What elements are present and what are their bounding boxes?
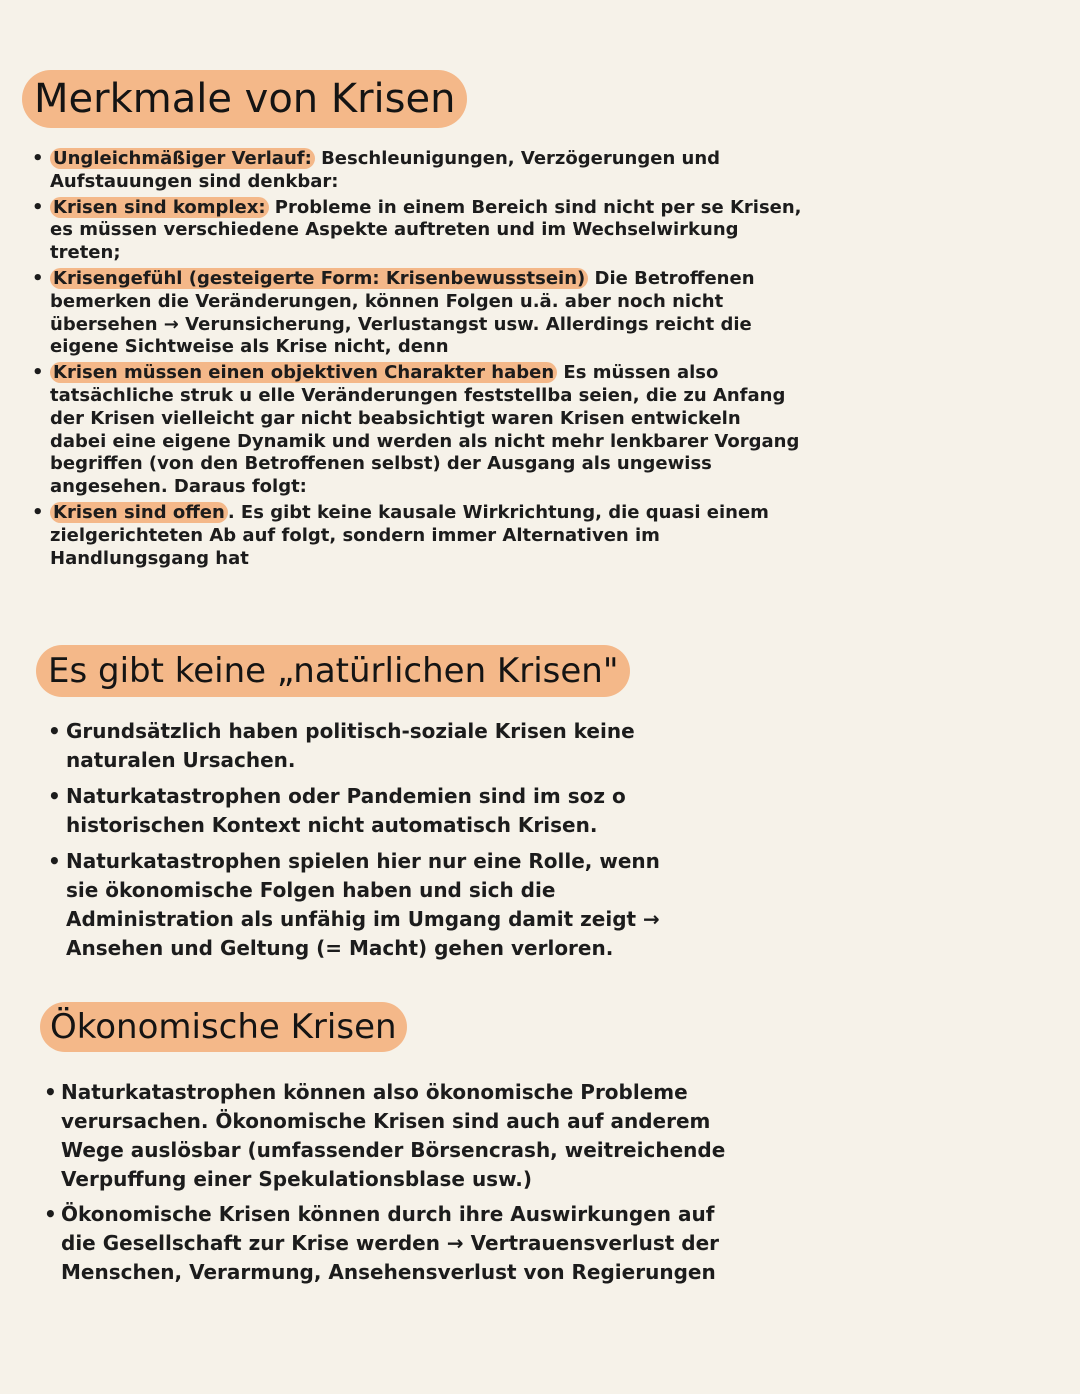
- item-text: Probleme in einem Bereich sind nicht per se Krisen, es müssen verschiedene Aspekte auftreten und im Wechselwirkung treten;: [50, 196, 802, 264]
- section-merkmale-von-krisen: [22, 70, 802, 573]
- list-item: [22, 197, 802, 265]
- section-heading: Ökonomische Krisen: [40, 1002, 407, 1052]
- list-item: [36, 717, 696, 775]
- item-text: Naturkatastrophen oder Pandemien sind im soz o historischen Kontext nicht automatisch Krisen.: [66, 784, 626, 837]
- highlighted-term: Krisen müssen einen objektiven Charakter haben: [50, 362, 557, 383]
- item-text: Ökonomische Krisen können durch ihre Auswirkungen auf die Gesellschaft zur Krise werden → Vertrauensverlust der Menschen, Verarmung, Ansehensverlust von Regierungen: [61, 1202, 720, 1284]
- highlighted-term: Krisen sind komplex:: [50, 197, 269, 218]
- highlighted-term: Krisengefühl (gesteigerte Form: Krisenbewusstsein): [50, 268, 588, 289]
- item-text: Es müssen also tatsächliche struk u elle Veränderungen feststellba seien, die zu Anfang der Krisen vielleicht gar nicht beabsichtigt waren Krisen entwickeln dabei eine eigene Dynamik und werden als nicht mehr lenkbarer Vorgang begriffen (von den Betroffenen selbst) der Ausgang als ungewiss angesehen. Daraus folgt:: [50, 362, 800, 498]
- list-item: [36, 782, 696, 840]
- bullet-icon: •: [48, 849, 61, 873]
- item-text: Naturkatastrophen spielen hier nur eine Rolle, wenn sie ökonomische Folgen haben und sich die Administration als unfähig im Umgang damit zeigt → Ansehen und Geltung (= Macht) gehen verloren.: [66, 849, 660, 960]
- section-heading: Merkmale von Krisen: [22, 70, 467, 128]
- highlighted-term: Krisen sind offen: [50, 502, 228, 523]
- bullet-icon: •: [48, 719, 61, 743]
- bullet-icon: •: [48, 784, 61, 808]
- list-item: [40, 1078, 740, 1194]
- bullet-icon: •: [32, 148, 44, 169]
- item-text: Beschleunigungen, Verzögerungen und Aufstauungen sind denkbar:: [50, 148, 721, 192]
- list-item: [22, 148, 802, 194]
- item-text: . Es gibt keine kausale Wirkrichtung, die quasi einem zielgerichteten Ab auf folgt, sondern immer Alternativen im Handlungsgang hat: [50, 501, 769, 569]
- bullet-icon: •: [44, 1080, 57, 1104]
- bullet-list: [36, 717, 696, 963]
- bullet-icon: •: [32, 501, 44, 523]
- bullet-list: [22, 148, 802, 570]
- list-item: [36, 847, 696, 963]
- section-keine-natuerlichen-krisen: [36, 645, 696, 970]
- highlighted-term: Ungleichmäßiger Verlauf:: [50, 148, 315, 169]
- section-oekonomische-krisen: [40, 1002, 740, 1293]
- bullet-icon: •: [32, 362, 44, 384]
- bullet-list: [40, 1078, 740, 1287]
- item-text: Grundsätzlich haben politisch-soziale Krisen keine naturalen Ursachen.: [66, 719, 635, 772]
- list-item: [22, 268, 802, 359]
- section-heading: Es gibt keine „natürlichen Krisen": [36, 645, 630, 697]
- item-text: Naturkatastrophen können also ökonomische Probleme verursachen. Ökonomische Krisen sind auch auf anderem Wege auslösbar (umfassender Börsencrash, weitreichende Verpuffung einer Spekulationsblase usw.): [61, 1080, 726, 1191]
- bullet-icon: •: [44, 1202, 57, 1226]
- list-item: [22, 502, 802, 570]
- bullet-icon: •: [32, 196, 44, 218]
- item-text: Die Betroffenen bemerken die Veränderungen, können Folgen u.ä. aber noch nicht übersehen → Verunsicherung, Verlustangst usw. Allerdings reicht die eigene Sichtweise als Krise nicht, denn: [50, 267, 755, 358]
- bullet-icon: •: [32, 267, 44, 289]
- list-item: [22, 362, 802, 499]
- list-item: [40, 1200, 740, 1287]
